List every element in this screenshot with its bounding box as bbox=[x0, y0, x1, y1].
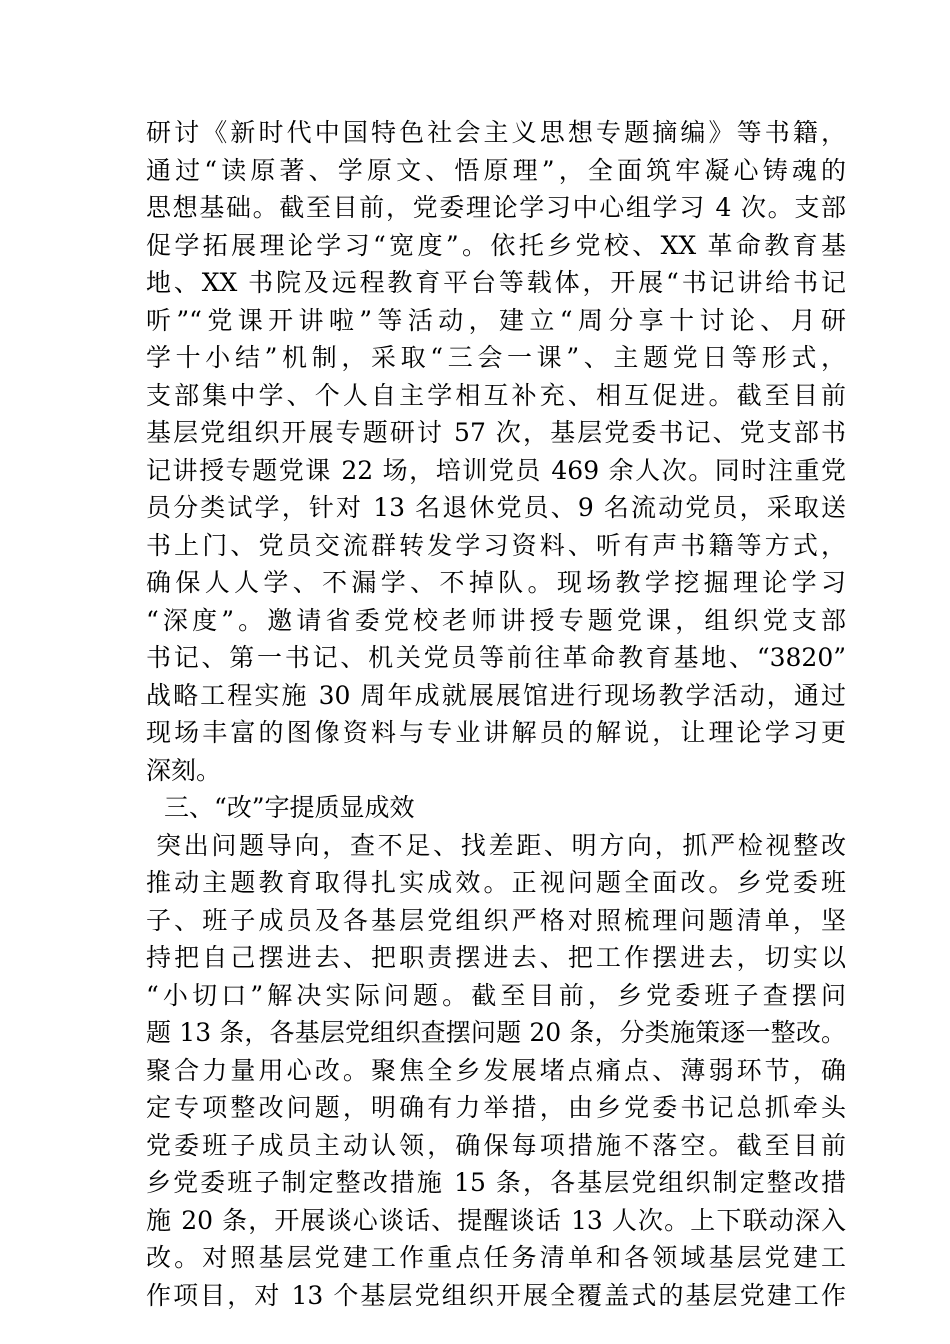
text-line: 现场丰富的图像资料与专业讲解员的解说，让理论学习更 bbox=[146, 718, 846, 747]
text-line: 党委班子成员主动认领，确保每项措施不落空。截至目前 bbox=[146, 1130, 846, 1160]
document-body bbox=[146, 114, 846, 1314]
text-line: “深度”。邀请省委党校老师讲授专题党课，组织党支部 bbox=[146, 605, 846, 635]
text-line: 地、XX 书院及远程教育平台等载体，开展“书记讲给书记 bbox=[146, 268, 846, 297]
paragraph-theory-study bbox=[146, 114, 846, 789]
text-line: 支部集中学、个人自主学相互补充、相互促进。截至目前 bbox=[146, 380, 846, 410]
text-line: 推动主题教育取得扎实成效。正视问题全面改。乡党委班 bbox=[146, 868, 846, 897]
text-line: 施 20 条，开展谈心谈话、提醒谈话 13 人次。上下联动深入 bbox=[146, 1205, 846, 1235]
text-line: 乡党委班子制定整改措施 15 条，各基层党组织制定整改措 bbox=[146, 1168, 846, 1197]
text-line: “小切口”解决实际问题。截至目前，乡党委班子查摆问 bbox=[146, 980, 846, 1010]
text-line: 记讲授专题党课 22 场，培训党员 469 余人次。同时注重党 bbox=[146, 455, 846, 485]
text-line: 改。对照基层党建工作重点任务清单和各领域基层党建工 bbox=[146, 1243, 846, 1272]
text-line: 突出问题导向，查不足、找差距、明方向，抓严检视整改 bbox=[156, 830, 846, 860]
text-line: 书上门、党员交流群转发学习资料、听有声书籍等方式， bbox=[146, 530, 846, 560]
text-line: 定专项整改问题，明确有力举措，由乡党委书记总抓牵头 bbox=[146, 1093, 846, 1122]
text-line: 聚合力量用心改。聚焦全乡发展堵点痛点、薄弱环节，确 bbox=[146, 1055, 846, 1085]
text-line: 书记、第一书记、机关党员等前往革命教育基地、“3820” bbox=[146, 643, 846, 672]
text-line: 思想基础。截至目前，党委理论学习中心组学习 4 次。支部 bbox=[146, 193, 846, 222]
text-line: 基层党组织开展专题研讨 57 次，基层党委书记、党支部书 bbox=[146, 418, 846, 447]
text-line: 促学拓展理论学习“宽度”。依托乡党校、XX 革命教育基 bbox=[146, 230, 846, 260]
text-line: 战略工程实施 30 周年成就展展馆进行现场教学活动，通过 bbox=[146, 680, 846, 710]
text-line: 深刻。 bbox=[146, 755, 222, 785]
text-line: 作项目，对 13 个基层党组织开展全覆盖式的基层党建工作 bbox=[146, 1280, 846, 1310]
text-line: 研讨《新时代中国特色社会主义思想专题摘编》等书籍， bbox=[146, 118, 846, 147]
text-line: 题 13 条，各基层党组织查摆问题 20 条，分类施策逐一整改。 bbox=[146, 1018, 846, 1047]
text-line: 确保人人学、不漏学、不掉队。现场教学挖掘理论学习 bbox=[146, 568, 846, 597]
text-line: 子、班子成员及各基层党组织严格对照梳理问题清单，坚 bbox=[146, 905, 846, 935]
text-line: 学十小结”机制，采取“三会一课”、主题党日等形式， bbox=[146, 343, 846, 372]
text-line: 持把自己摆进去、把职责摆进去、把工作摆进去，切实以 bbox=[146, 943, 846, 972]
paragraph-rectification bbox=[146, 827, 846, 1315]
section-heading: 三、“改”字提质显成效 bbox=[164, 793, 415, 822]
text-line: 通过“读原著、学原文、悟原理”，全面筑牢凝心铸魂的 bbox=[146, 155, 846, 185]
text-line: 听”“党课开讲啦”等活动，建立“周分享十讨论、月研 bbox=[146, 305, 846, 335]
text-line: 员分类试学，针对 13 名退休党员、9 名流动党员，采取送 bbox=[146, 493, 846, 522]
